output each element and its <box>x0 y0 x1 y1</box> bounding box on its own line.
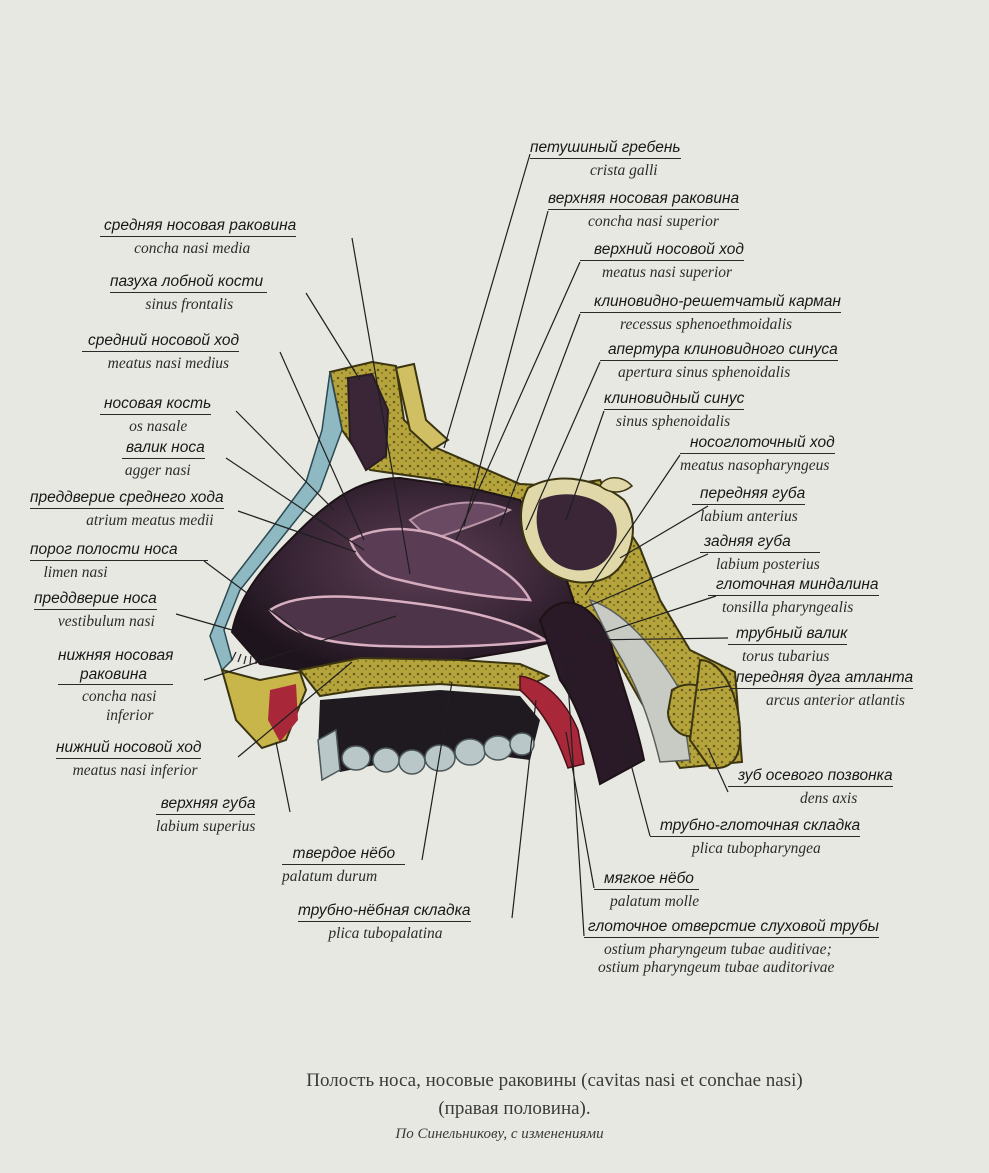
label-la: apertura sinus sphenoidalis <box>618 363 791 381</box>
label-palatum-durum <box>282 846 405 884</box>
label-recessus <box>580 294 841 332</box>
label-ru: носовая кость <box>100 396 211 415</box>
label-la: os nasale <box>129 417 188 435</box>
caption-title: Полость носа, носовые раковины (cavitas nasi et conchae nasi) <box>306 1070 803 1091</box>
label-la: sinus frontalis <box>145 295 234 313</box>
label-ru: зуб осевого позвонка <box>728 768 893 787</box>
label-ru: петушиный гребень <box>530 140 681 159</box>
label-la: tonsilla pharyngealis <box>722 598 854 616</box>
label-meatus-inferior <box>56 740 201 778</box>
label-ru: порог полости носа <box>30 542 208 561</box>
label-ru: средний носовой ход <box>82 333 239 352</box>
label-la: atrium meatus medii <box>86 511 214 529</box>
label-la: crista galli <box>590 161 658 179</box>
label-la: meatus nasi inferior <box>72 761 198 779</box>
label-vestibulum <box>34 591 157 629</box>
label-ru: твердое нёбо <box>282 846 405 865</box>
label-la: labium superius <box>156 817 256 835</box>
tooth <box>425 745 455 771</box>
label-ru: средняя носовая раковина <box>100 218 296 237</box>
label-palatum-molle <box>594 871 699 909</box>
label-nasopharyngeus <box>680 435 835 473</box>
label-crista-galli <box>530 140 681 178</box>
tooth <box>342 746 370 770</box>
label-apertura <box>600 342 838 380</box>
label-la: meatus nasi medius <box>107 354 230 372</box>
label-atrium <box>30 490 224 528</box>
label-labium-posterius <box>700 534 820 572</box>
label-la: inferior <box>106 706 154 724</box>
label-tonsilla <box>708 577 879 615</box>
label-sinus-frontalis <box>110 274 267 312</box>
hard-palate-shape <box>300 658 548 696</box>
label-la: meatus nasopharyngeus <box>680 456 830 474</box>
label-la: palatum durum <box>282 867 378 885</box>
tooth <box>455 739 485 765</box>
label-la: recessus sphenoethmoidalis <box>620 315 793 333</box>
tooth <box>373 748 399 772</box>
label-ru: нижняя носовая <box>58 647 174 664</box>
label-ru: раковина <box>58 667 173 686</box>
label-labium-anterius <box>692 486 805 524</box>
caption-subtitle: (правая половина). <box>438 1098 591 1119</box>
label-la: agger nasi <box>124 461 191 479</box>
label-la: meatus nasi superior <box>602 263 733 281</box>
label-ru: трубно-глоточная складка <box>650 818 860 837</box>
label-ru: валик носа <box>122 440 205 459</box>
label-la: dens axis <box>800 789 858 807</box>
label-la: vestibulum nasi <box>57 612 155 630</box>
label-ru: носоглоточный ход <box>680 435 835 454</box>
label-agger <box>122 440 205 478</box>
label-concha-inferior <box>58 648 173 723</box>
label-os-nasale <box>100 396 211 434</box>
label-la: torus tubarius <box>742 647 830 665</box>
label-ru: передняя губа <box>692 486 805 505</box>
label-ru: трубный валик <box>728 626 847 645</box>
label-ru: пазуха лобной кости <box>110 274 267 293</box>
label-plica-tubopharyngea <box>650 818 860 856</box>
figure-caption <box>0 1070 989 1143</box>
label-ru: апертура клиновидного синуса <box>600 342 838 361</box>
label-la: ostium pharyngeum tubae auditorivae <box>598 959 835 976</box>
label-ru: глоточная миндалина <box>708 577 879 596</box>
label-la: arcus anterior atlantis <box>766 691 905 709</box>
label-ru: преддверие носа <box>34 591 157 610</box>
label-ru: трубно-нёбная складка <box>298 903 471 922</box>
label-ru: верхний носовой ход <box>580 242 744 261</box>
label-torus <box>728 626 847 664</box>
label-ru: преддверие среднего хода <box>30 490 224 509</box>
label-la: labium anterius <box>700 507 798 525</box>
label-la: plica tubopalatina <box>328 924 443 942</box>
label-ostium <box>584 919 879 976</box>
label-limen <box>30 542 208 580</box>
tooth <box>399 750 425 774</box>
label-ru: клиновидный синус <box>604 391 744 410</box>
label-la: palatum molle <box>610 892 700 910</box>
label-ru: нижний носовой ход <box>56 740 201 759</box>
label-la: plica tubopharyngea <box>692 839 821 857</box>
label-la: concha nasi superior <box>588 212 719 230</box>
label-la: limen nasi <box>43 563 108 581</box>
label-la: concha nasi media <box>134 239 251 257</box>
label-plica-tubopalatina <box>298 903 471 941</box>
label-la: concha nasi <box>82 688 157 705</box>
label-ru: верхняя носовая раковина <box>548 191 739 210</box>
label-labium-superius <box>156 796 255 834</box>
sella-turcica <box>600 478 632 492</box>
label-ru: задняя губа <box>700 534 820 553</box>
incisor-tooth <box>318 730 340 780</box>
label-meatus-superior <box>580 242 744 280</box>
label-la: ostium pharyngeum tubae auditivae; <box>604 940 832 958</box>
label-ru: передняя дуга атланта <box>730 670 913 689</box>
tooth <box>484 736 512 760</box>
label-arcus <box>730 670 913 708</box>
label-concha-superior <box>548 191 739 229</box>
label-la: sinus sphenoidalis <box>616 412 731 430</box>
label-sinus-sphenoidalis <box>604 391 744 429</box>
label-concha-media <box>100 218 296 256</box>
label-meatus-medius <box>82 333 239 371</box>
label-ru: клиновидно-решетчатый карман <box>580 294 841 313</box>
label-ru: глоточное отверстие слуховой трубы <box>584 919 879 938</box>
label-ru: мягкое нёбо <box>594 871 699 890</box>
caption-credit: По Синельникову, с изменениями <box>395 1126 604 1142</box>
label-ru: верхняя губа <box>156 796 255 815</box>
label-la: labium posterius <box>716 555 820 573</box>
label-dens <box>728 768 893 806</box>
